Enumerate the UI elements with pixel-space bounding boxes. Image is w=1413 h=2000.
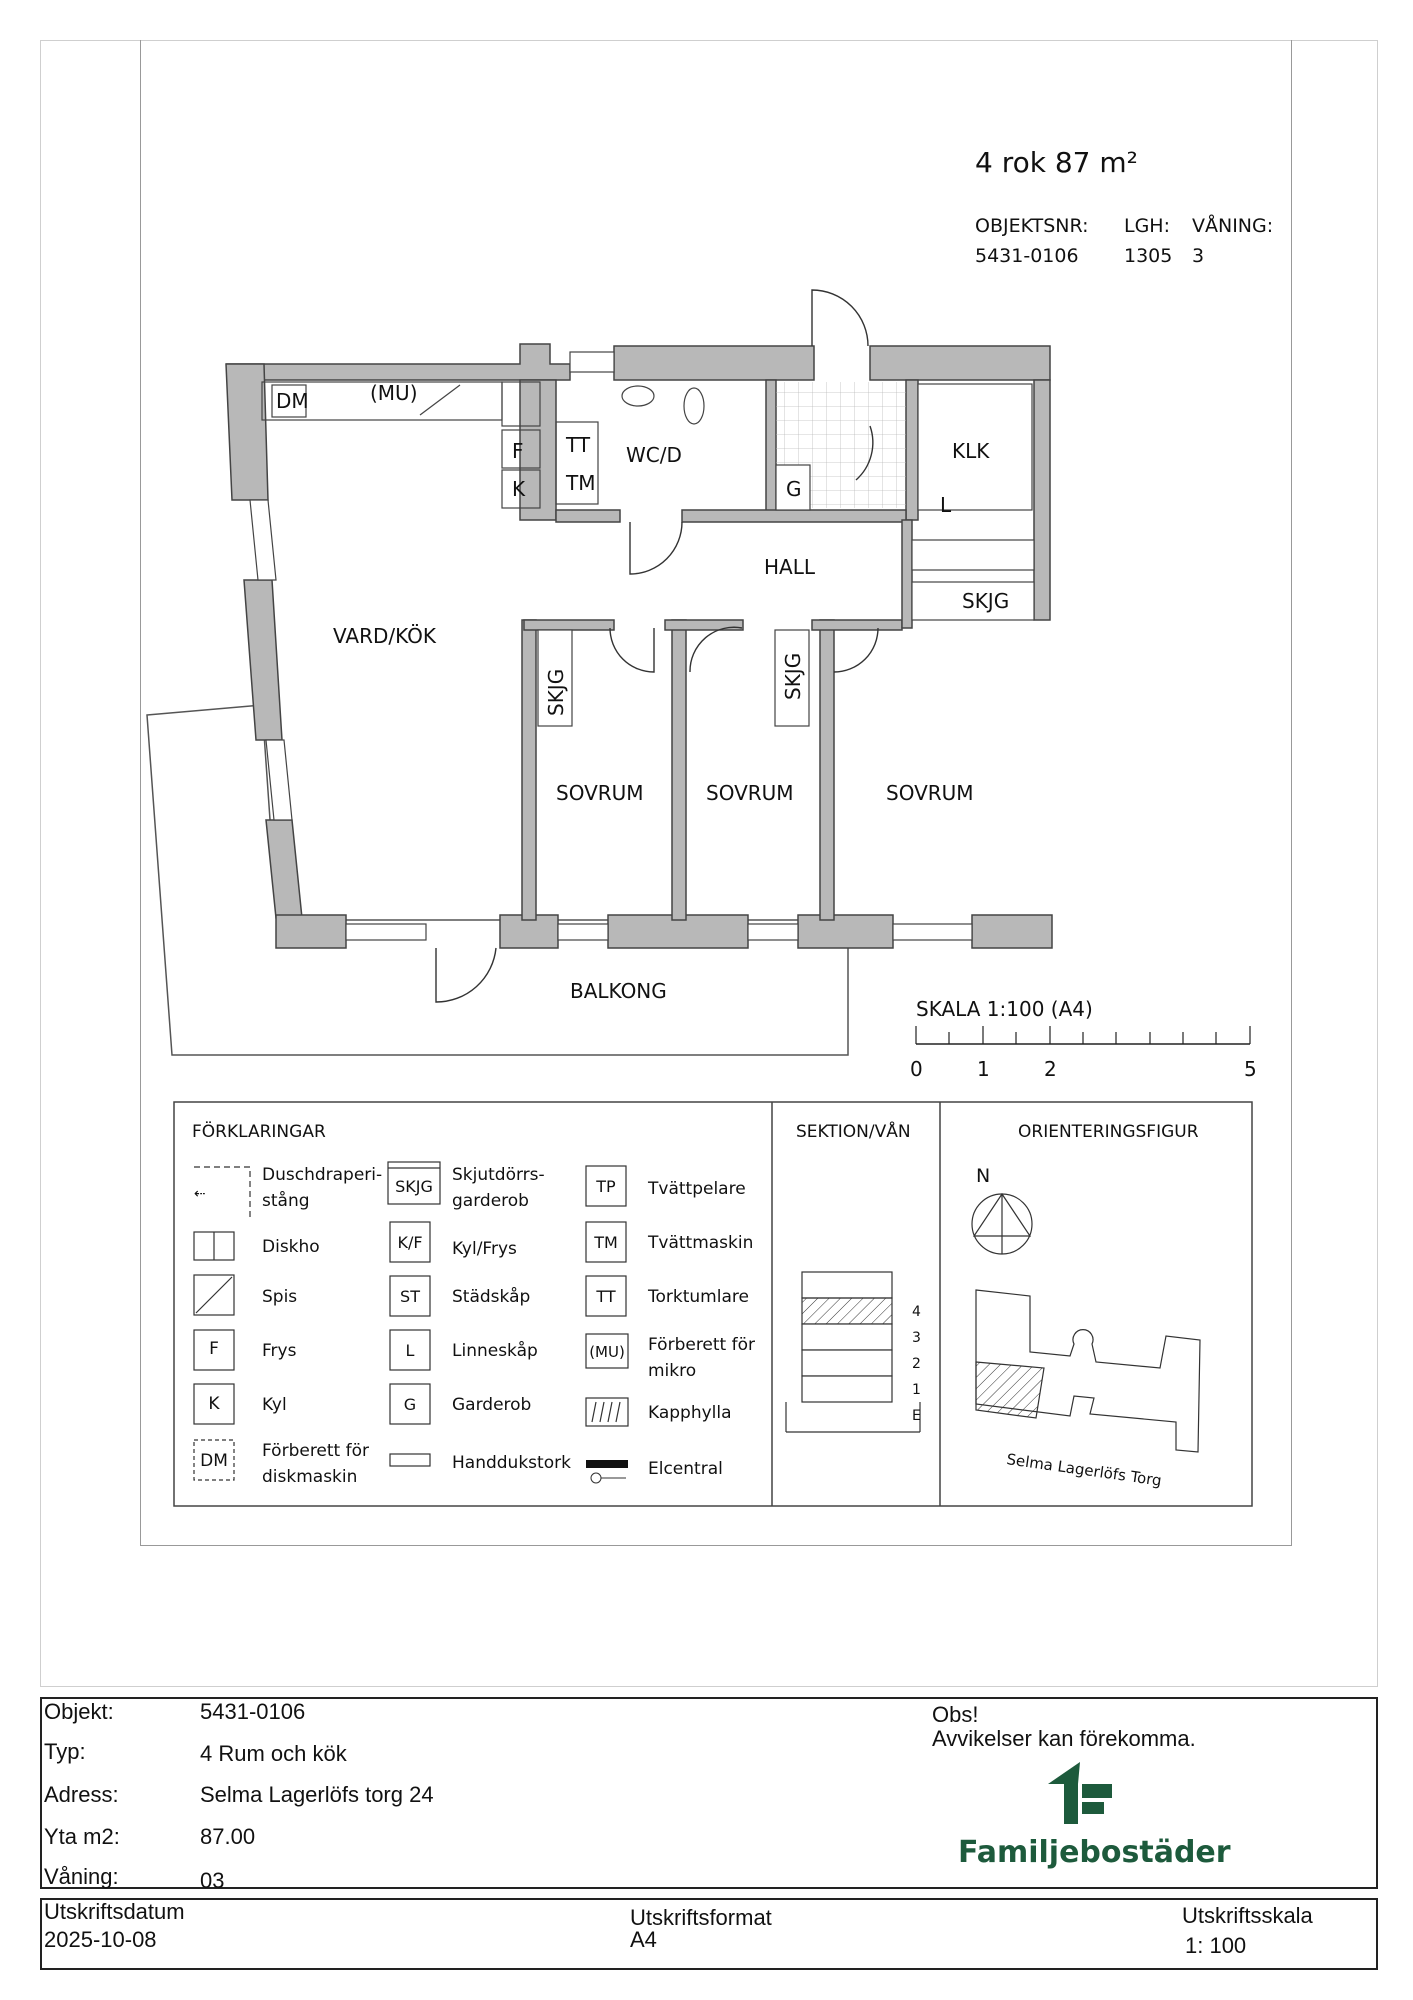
adress-label: Adress:: [44, 1782, 119, 1807]
objekt-value: 5431-0106: [200, 1699, 306, 1724]
balcony-outline: [147, 705, 848, 1055]
legend-text: Spis: [262, 1287, 298, 1307]
legend-text: Städskåp: [452, 1287, 531, 1307]
legend-symbol-k: K: [208, 1394, 220, 1414]
legend-text: Tvättmaskin: [648, 1233, 754, 1253]
legend-col2: [395, 1165, 571, 1473]
north-label: N: [976, 1165, 991, 1187]
room-label-vard-kok: VARD/KÖK: [333, 624, 436, 648]
label-tm: TM: [566, 471, 596, 495]
legend-symbol-tp: TP: [596, 1177, 616, 1196]
legend-symbol-mu: (MU): [589, 1343, 625, 1361]
building-highlight: [976, 1362, 1044, 1418]
vaning-value: 3: [1192, 245, 1205, 267]
legend-text: Kyl: [262, 1395, 287, 1415]
legend-text: Frys: [262, 1341, 297, 1361]
brand-name: Familjebostäder: [958, 1835, 1231, 1870]
section-diagram: [786, 1272, 921, 1432]
orientation-figure: [972, 1165, 1200, 1490]
room-label-sovrum-3: SOVRUM: [886, 781, 974, 805]
vaning-label: VÅNING:: [1192, 215, 1274, 237]
legend-text: Linneskåp: [452, 1341, 538, 1361]
legend-text: Tvättpelare: [648, 1179, 746, 1199]
typ-label: Typ:: [44, 1739, 86, 1764]
label-tt: TT: [566, 433, 591, 457]
room-label-sovrum-2: SOVRUM: [706, 781, 794, 805]
adress-value: Selma Lagerlöfs torg 24: [200, 1782, 434, 1807]
apartment-type: 4 rok 87 m²: [975, 146, 1138, 179]
scale-tick-0: 0: [910, 1057, 923, 1081]
label-k: K: [512, 477, 526, 501]
legend-symbol-tt: TT: [596, 1287, 616, 1306]
print-date-value: 2025-10-08: [44, 1927, 157, 1952]
scale-tick-5: 5: [1244, 1057, 1257, 1081]
floor-label-3: 3: [912, 1330, 921, 1346]
label-mu: (MU): [370, 381, 418, 405]
legend-col1-symbols: [194, 1167, 250, 1480]
label-dm: DM: [276, 389, 309, 413]
yta-value: 87.00: [200, 1824, 256, 1849]
print-scale-label: Utskriftsskala: [1182, 1903, 1313, 1928]
legend-text: Förberett för: [648, 1335, 755, 1355]
lgh-value: 1305: [1124, 245, 1173, 267]
shower-curtain-icon: ⇠: [194, 1186, 206, 1202]
label-l: L: [940, 493, 952, 517]
yta-label: Yta m2:: [44, 1824, 120, 1849]
legend-text: garderob: [452, 1191, 529, 1211]
objektsnr-label: OBJEKTSNR:: [975, 215, 1089, 237]
print-scale-value: 1: 100: [1185, 1933, 1247, 1958]
legend-symbol-dm: DM: [200, 1451, 228, 1471]
room-label-balkong: BALKONG: [570, 979, 667, 1003]
room-label-sovrum-1: SOVRUM: [556, 781, 644, 805]
street-label: Selma Lagerlöfs Torg: [1005, 1450, 1163, 1490]
room-label-skjg-2: SKJG: [781, 652, 805, 700]
print-date-label: Utskriftsdatum: [44, 1899, 185, 1924]
legend-text: Handdukstork: [452, 1453, 571, 1473]
room-label-skjg-hall: SKJG: [962, 589, 1010, 613]
towel-rail-icon: [390, 1454, 430, 1466]
section-title: SEKTION/VÅN: [796, 1122, 911, 1142]
room-label-wc-d: WC/D: [626, 443, 682, 467]
legend-symbol-l: L: [405, 1341, 415, 1360]
floor-label-2: 2: [912, 1356, 921, 1372]
legend-text: Kyl/Frys: [452, 1239, 517, 1259]
legend-text: Duschdraperi-: [262, 1165, 383, 1185]
compass-icon: [972, 1194, 1032, 1254]
floor-label-1: 1: [912, 1382, 921, 1398]
legend-text: Torktumlare: [648, 1287, 749, 1307]
label-g: G: [786, 477, 802, 501]
legend-title: FÖRKLARINGAR: [192, 1122, 326, 1142]
legend-col2-symbols: [388, 1162, 440, 1466]
obs-text: Avvikelser kan förekomma.: [932, 1726, 1196, 1751]
legend-symbol-f: F: [209, 1339, 219, 1359]
legend-text: Elcentral: [648, 1459, 723, 1479]
objekt-label: Objekt:: [44, 1699, 114, 1724]
typ-value: 4 Rum och kök: [200, 1741, 347, 1766]
legend-symbol-skjg: SKJG: [395, 1177, 433, 1196]
scale-bar: [910, 997, 1257, 1081]
legend-symbol-tm: TM: [594, 1233, 618, 1252]
floor-label-4: 4: [912, 1304, 921, 1320]
scale-tick-1: 1: [977, 1057, 990, 1081]
vaning-label: Våning:: [44, 1864, 119, 1889]
scale-tick-2: 2: [1044, 1057, 1057, 1081]
label-f: F: [512, 439, 524, 463]
room-label-klk: KLK: [952, 439, 990, 463]
print-format-label: Utskriftsformat: [630, 1905, 772, 1930]
legend-symbol-st: ST: [400, 1287, 420, 1306]
legend-text: Diskho: [262, 1237, 320, 1257]
room-label-hall: HALL: [764, 555, 816, 579]
legend-col1: [200, 1165, 382, 1487]
floor-label-e: E: [912, 1408, 921, 1424]
legend-text: stång: [262, 1191, 310, 1211]
legend-text: Kapphylla: [648, 1403, 732, 1423]
legend-text: Garderob: [452, 1395, 532, 1415]
orientation-title: ORIENTERINGSFIGUR: [1018, 1122, 1199, 1142]
electric-panel-icon: [586, 1460, 628, 1483]
vaning-value: 03: [200, 1868, 225, 1893]
legend-text: mikro: [648, 1361, 697, 1381]
lgh-label: LGH:: [1124, 215, 1170, 237]
print-format-value: A4: [630, 1927, 657, 1952]
scale-label: SKALA 1:100 (A4): [916, 997, 1093, 1021]
objektsnr-value: 5431-0106: [975, 245, 1079, 267]
room-label-skjg-1: SKJG: [544, 668, 568, 716]
legend-text: diskmaskin: [262, 1467, 358, 1487]
obs-title: Obs!: [932, 1702, 979, 1727]
legend-text: Förberett för: [262, 1441, 369, 1461]
familjebostader-logo-icon: [1048, 1762, 1112, 1824]
legend-text: Skjutdörrs-: [452, 1165, 545, 1185]
legend-symbol-kf: K/F: [397, 1233, 423, 1252]
legend-symbol-g: G: [403, 1395, 417, 1414]
